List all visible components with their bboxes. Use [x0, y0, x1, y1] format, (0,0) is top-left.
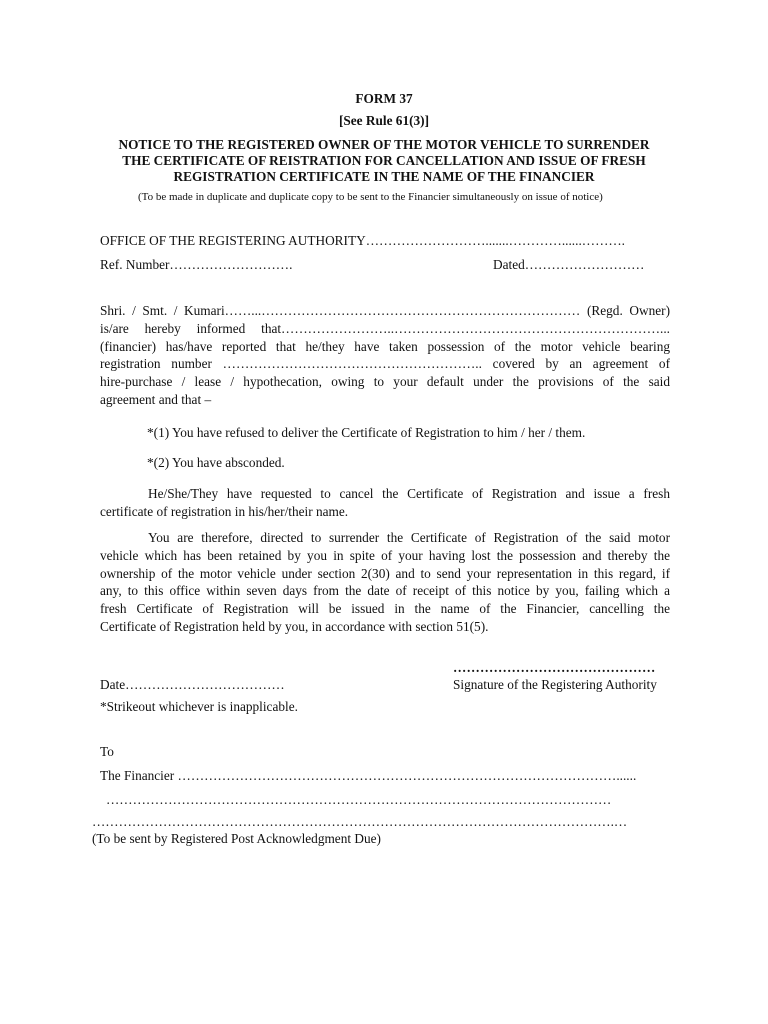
directive-paragraph-line: Certificate of Registration held by you, in accordance with section 51(5). [100, 618, 489, 634]
registered-post-note: (To be sent by Registered Post Acknowledgment Due) [92, 831, 381, 846]
dated-line: Dated……………………… [493, 257, 645, 272]
notice-title-line-2: THE CERTIFICATE OF REISTRATION FOR CANCELLATION AND ISSUE OF FRESH [122, 153, 646, 168]
directive-paragraph [100, 529, 670, 636]
item-absconded: *(2) You have absconded. [147, 455, 285, 470]
owner-paragraph-line: Shri. / Smt. / Kumari……...……………………………………………………………… (Regd. Owner) [100, 303, 670, 318]
directive-paragraph-line: vehicle which has been retained by you in spite of your having lost the possession and thereby the [100, 547, 670, 563]
item-refused: *(1) You have refused to deliver the Certificate of Registration to him / her / them. [147, 425, 586, 440]
address-line-1: …………………………………………………………………………………………………… [106, 792, 612, 807]
request-paragraph-line: He/She/They have requested to cancel the Certificate of Registration and issue a fresh [148, 486, 670, 501]
owner-paragraph-line: registration number ………………………………………………….. covered by an agreement of [100, 356, 670, 372]
duplicate-note: (To be made in duplicate and duplicate copy to be sent to the Financier simultaneously on issue of notice) [138, 191, 603, 203]
directive-paragraph-line: You are therefore, directed to surrender the Certificate of Registration of the said motor [148, 530, 670, 545]
financier-line: The Financier ………………………………………………………………………………………...... [100, 768, 637, 783]
request-paragraph-line: certificate of registration in his/her/their name. [100, 503, 349, 519]
owner-paragraph-line: agreement and that – [100, 391, 212, 407]
ref-number-line: Ref. Number………………………. [100, 257, 293, 272]
address-line-2: ……………………………………………………………………………………………………….… [92, 814, 628, 829]
request-paragraph [100, 485, 670, 521]
date-line: Date……………………………… [100, 677, 285, 692]
owner-paragraph [100, 302, 670, 409]
owner-paragraph-line: (financier) has/have reported that he/they have taken possession of the motor vehicle bearing [100, 338, 670, 354]
signature-label: Signature of the Registering Authority [453, 677, 657, 692]
directive-paragraph-line: fresh Certificate of Registration will be issued in the name of the Financier, cancelling the [100, 601, 670, 617]
directive-paragraph-line: any, to this office within seven days from the date of receipt of this notice by you, failing which a [100, 583, 670, 599]
owner-paragraph-line: is/are hereby informed that……………………..……………………………………………………... [100, 320, 670, 336]
notice-title-line-3: REGISTRATION CERTIFICATE IN THE NAME OF THE FINANCIER [173, 169, 595, 184]
owner-paragraph-line: hire-purchase / lease / hypothecation, owing to your default under the provisions of the said [100, 374, 670, 390]
notice-title-line-1: NOTICE TO THE REGISTERED OWNER OF THE MOTOR VEHICLE TO SURRENDER [118, 137, 650, 152]
strikeout-note: *Strikeout whichever is inapplicable. [100, 699, 298, 714]
to-label: To [100, 744, 114, 759]
office-line: OFFICE OF THE REGISTERING AUTHORITY……………………….......…………......………. [100, 233, 625, 248]
directive-paragraph-line: ownership of the motor vehicle under section 2(30) and to send your representation in this regard, if [100, 565, 670, 581]
signature-line: ……………………………………… [453, 660, 656, 675]
rule-reference: [See Rule 61(3)] [338, 113, 430, 128]
form-number: FORM 37 [355, 91, 413, 106]
